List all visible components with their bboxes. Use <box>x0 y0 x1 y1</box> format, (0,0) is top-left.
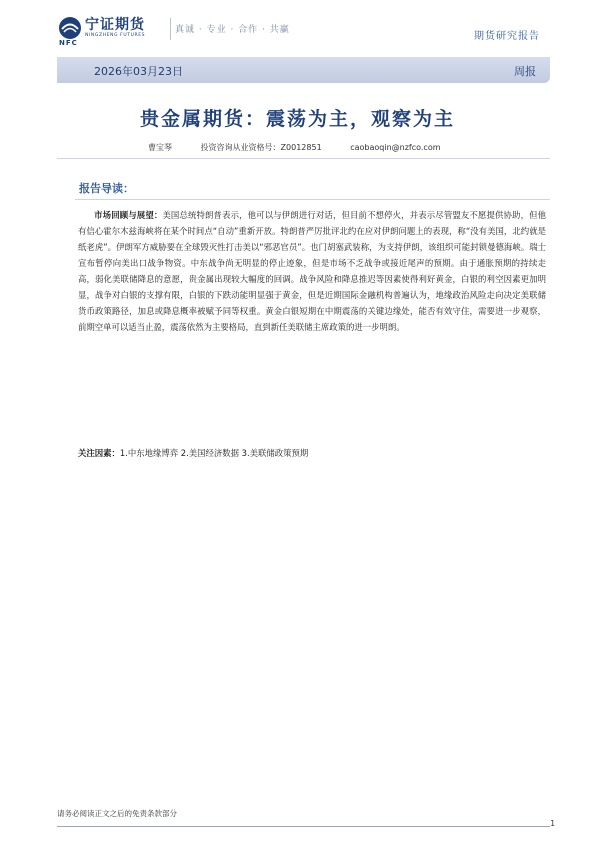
focus-factors <box>78 447 308 459</box>
guide-heading: 报告导读： <box>79 182 134 195</box>
market-review-lead: 市场回顾与展望： <box>94 210 163 220</box>
market-review-body: 美国总统特朗普表示，他可以与伊朗进行对话，但目前不想停火，并表示尽管盟友不愿提供协助，但他有信心霍尔木兹海峡将在某个时间点“自动”重新开放。特朗普严厉批评北约在应对伊朗问题上的表现，称“没有美国，北约就是纸老虎”。伊朗军方威胁要在全球毁灭性打击美以“邪恶官员”。也门胡塞武装称，为支持伊朗，该组织可能封锁曼德海峡。瑞士宣布暂停向美出口战争物资。中东战争尚无明显的停止迹象，但是市场不乏战争或接近尾声的预期。由于通胀预期的持续走高，弱化美联储降息的意愿，贵金属出现较大幅度的回调。战争风险和降息推迟等因素使得利好黄金，白银的利空因素更加明显，战争对白银的支撑有限，白银的下跌动能明显强于黄金，但是近期国际金融机构普遍认为，地缘政治风险走向决定美联储货币政策路径，加息或降息概率被赋予同等权重。黄金白银短期在中期震荡的关键边缘处，能否有效守住，需要进一步观察，前期空单可以适当止盈，震荡依然为主要格局，直到新任美联储主席政策的进一步明朗。 <box>78 210 547 332</box>
logo-abbreviation: NFC <box>59 39 78 47</box>
report-date: 2026年03月23日 <box>94 65 183 78</box>
market-review-paragraph <box>78 207 546 335</box>
focus-items: 1.中东地缘博弈 2.美国经济数据 3.美联储政策预期 <box>119 448 309 458</box>
footer-divider <box>57 826 550 827</box>
report-title: 贵金属期货：震荡为主，观察为主 <box>139 108 455 130</box>
author-email: caobaoqin@nzfco.com <box>350 143 441 152</box>
logo-english-name: NINGZHENG FUTURES <box>85 33 146 38</box>
report-category: 期货研究报告 <box>474 31 540 42</box>
date-banner <box>57 57 550 83</box>
header-divider <box>170 18 171 40</box>
company-slogan: 真诚 · 专业 · 合作 · 共赢 <box>175 25 290 35</box>
title-divider <box>57 158 550 159</box>
license-number: 投资咨询从业资格号：Z0012851 <box>200 143 322 152</box>
company-logo <box>58 14 168 48</box>
report-period: 周报 <box>514 65 536 78</box>
page-number: 1 <box>550 819 555 828</box>
author-info <box>148 142 467 153</box>
author-name: 曹宝琴 <box>148 143 172 152</box>
logo-chinese-name: 宁证期货 <box>85 17 145 33</box>
guide-divider <box>75 199 550 200</box>
logo-mark-icon <box>58 16 82 40</box>
disclaimer-note: 请务必阅读正文之后的免责条款部分 <box>57 809 177 818</box>
focus-lead: 关注因素： <box>78 448 120 458</box>
